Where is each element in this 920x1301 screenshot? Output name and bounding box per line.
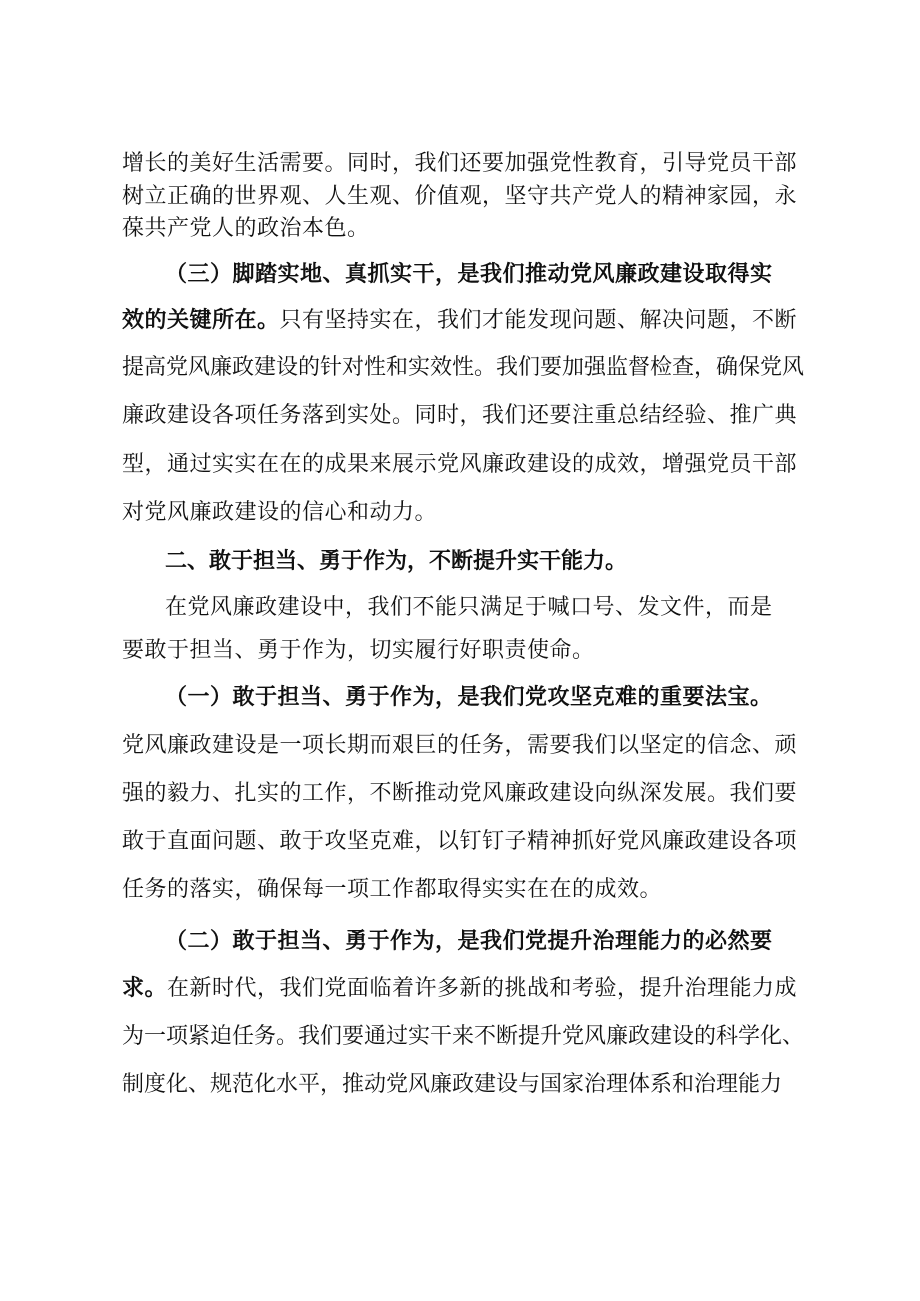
body-text-fragment: 在新时代，我们党面临着许多新的挑战和考验，提升治理能力成: [167, 976, 798, 1001]
body-text-line: 制度化、规范化水平，推动党风廉政建设与国家治理体系和治理能力: [122, 1072, 783, 1097]
body-text-line: 任务的落实，确保每一项工作都取得实实在在的成效。: [122, 877, 663, 902]
body-text-line: 增长的美好生活需要。同时，我们还要加强党性教育，引导党员干部: [122, 151, 798, 176]
body-text-line: 树立正确的世界观、人生观、价值观，坚守共产党人的精神家园，永: [122, 184, 798, 209]
body-text-line: 廉政建设各项任务落到实处。同时，我们还要注重总结经验、推广典: [122, 403, 798, 428]
body-text-line: [122, 973, 797, 1004]
body-text-line: 党风廉政建设是一项长期而艰巨的任务，需要我们以坚定的信念、顽: [122, 733, 798, 758]
subsection-heading-3: （三）脚踏实地、真抓实干，是我们推动党风廉政建设取得实: [165, 261, 773, 287]
body-text-line: 提高党风廉政建设的针对性和实效性。我们要加强监督检查，确保党风: [122, 355, 805, 380]
body-text-line: 葆共产党人的政治本色。: [122, 216, 370, 241]
body-text-line: 要敢于担当、勇于作为，切实履行好职责使命。: [122, 638, 595, 663]
body-text-line: [122, 305, 797, 336]
subsection-heading-2: （二）敢于担当、勇于作为，是我们党提升治理能力的必然要: [165, 928, 773, 954]
body-text-line: 对党风廉政建设的信心和动力。: [122, 500, 438, 525]
body-text-line: 敢于直面问题、敢于攻坚克难，以钉钉子精神抓好党风廉政建设各项: [122, 829, 798, 854]
body-text-line: 为一项紧迫任务。我们要通过实干来不断提升党风廉政建设的科学化、: [122, 1024, 805, 1049]
body-text-fragment: 只有坚持实在，我们才能发现问题、解决问题，不断: [279, 308, 798, 333]
subsection-heading-1: （一）敢于担当、勇于作为，是我们党攻坚克难的重要法宝。: [165, 684, 773, 710]
subsection-heading-2-end: 求。: [122, 975, 168, 1001]
body-text-line: 强的毅力、扎实的工作，不断推动党风廉政建设向纵深发展。我们要: [122, 781, 798, 806]
body-text-line: 型，通过实实在在的成果来展示党风廉政建设的成效，增强党员干部: [122, 452, 798, 477]
body-text-line: 在党风廉政建设中，我们不能只满足于喊口号、发文件，而是: [165, 595, 773, 620]
subsection-heading-3-end: 效的关键所在。: [122, 307, 280, 333]
section-title: 二、敢于担当、勇于作为，不断提升实干能力。: [165, 549, 628, 574]
